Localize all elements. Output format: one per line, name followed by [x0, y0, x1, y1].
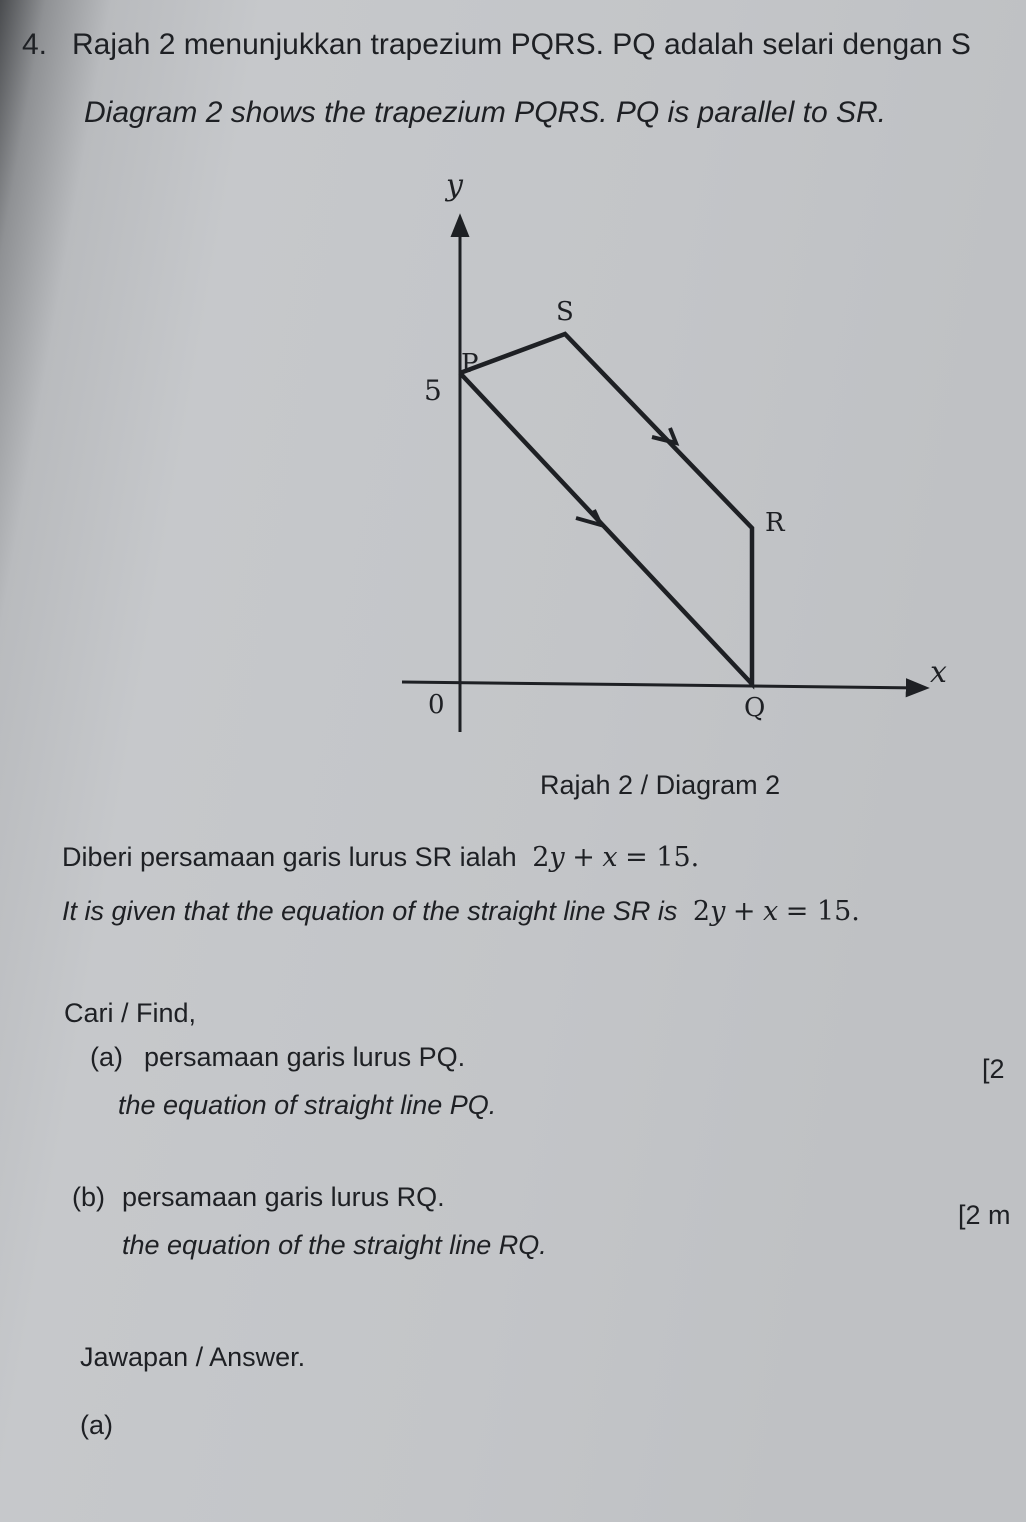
answer-label-text: Jawapan / Answer.: [80, 1342, 306, 1372]
part-a-label: (a): [90, 1042, 123, 1072]
x-axis: [402, 682, 925, 688]
x-axis-label: x: [930, 655, 947, 690]
question-intro-english: Diagram 2 shows the trapezium PQRS. PQ is parallel to SR.: [84, 96, 886, 129]
part-b-marks: [2 m: [958, 1200, 1011, 1230]
eq-en-rest: = 15.: [785, 896, 860, 927]
eq-en-x: x: [762, 896, 779, 927]
part-b-label: (b): [72, 1182, 105, 1212]
eq-en-coefficient: 2: [692, 896, 711, 927]
vertex-label-r: R: [765, 508, 785, 538]
diagram-caption: Rajah 2 / Diagram 2: [540, 770, 781, 800]
eq-coefficient: 2: [532, 842, 550, 873]
given-english: [62, 896, 860, 927]
part-a-malay: persamaan garis lurus PQ.: [144, 1042, 466, 1072]
trapezium-diagram: [0, 0, 1026, 760]
part-a-marks: [2: [982, 1054, 1005, 1084]
question-number: 4.: [22, 28, 48, 61]
vertex-label-s: S: [556, 297, 574, 327]
part-a-english: the equation of straight line PQ.: [118, 1090, 497, 1120]
given-english-prefix: It is given that the equation of the straight line SR is: [62, 896, 678, 926]
given-malay-equation: [532, 842, 699, 872]
answer-label: [80, 1342, 305, 1373]
part-b-english: the equation of the straight line RQ.: [122, 1230, 547, 1260]
eq-en-plus: +: [732, 896, 756, 927]
question-intro-malay: Rajah 2 menunjukkan trapezium PQRS. PQ adalah selari dengan S: [72, 28, 971, 61]
eq-en-y: y: [710, 896, 726, 927]
given-malay-prefix: Diberi persamaan garis lurus SR ialah: [62, 842, 517, 872]
origin-label: 0: [428, 690, 445, 720]
y-axis-label: y: [446, 168, 463, 203]
answer-part-a-label: (a): [80, 1410, 113, 1440]
eq-plus: +: [572, 842, 595, 873]
eq-x: x: [602, 842, 618, 873]
eq-y: y: [549, 842, 565, 873]
part-b-malay: persamaan garis lurus RQ.: [122, 1182, 445, 1212]
vertex-label-q: Q: [744, 693, 766, 723]
y-intercept-label: 5: [424, 374, 442, 407]
find-label: Cari / Find,: [64, 998, 197, 1028]
trapezium-pqrs: [460, 334, 752, 684]
eq-rest: = 15.: [625, 842, 700, 873]
given-malay: [62, 842, 699, 873]
vertex-label-p: P: [461, 349, 479, 379]
given-english-equation: [693, 896, 860, 926]
